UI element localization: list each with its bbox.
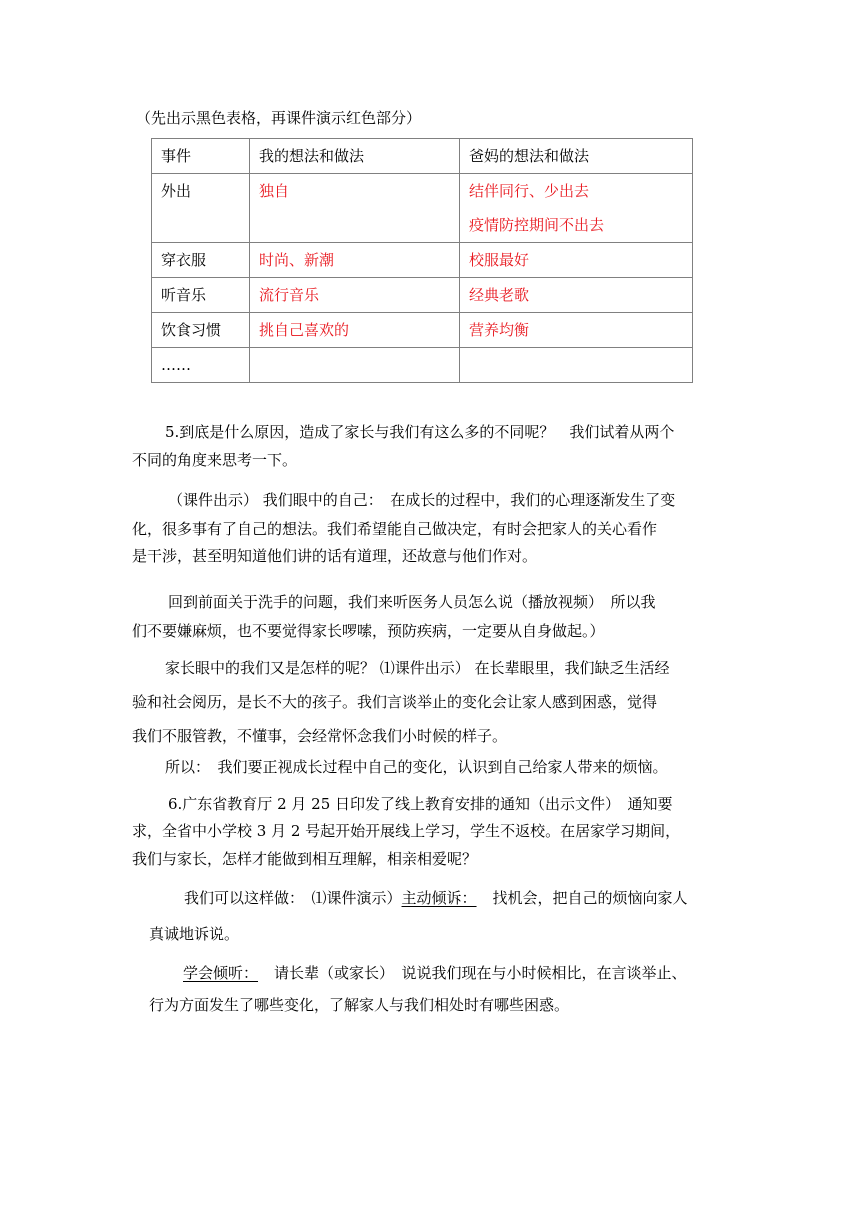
para-parents-line1: 家长眼中的我们又是怎样的呢？ ⑴课件出示） 在长辈眼里，我们缺乏生活经 [165,659,670,677]
para-so: 所以： 我们要正视成长过程中自己的变化，认识到自己给家人带来的烦恼。 [165,758,668,776]
para-listen-underlined: 学会倾听： [183,964,259,982]
para-do-prefix: 我们可以这样做： ⑴课件演示） [184,889,402,907]
para-do-line2: 真诚地诉说。 [149,925,240,943]
para5-line1: 5.到底是什么原因，造成了家长与我们有这么多的不同呢？ 我们试着从两个 [165,423,675,441]
para5-line2: 不同的角度来思考一下。 [132,451,298,469]
intro-note: （先出示黑色表格，再课件演示红色部分） [136,109,422,127]
row-parents: 校服最好 [460,243,693,278]
table-row [152,243,693,278]
para6-line2: 求，全省中小学校 3 月 2 号起开始开展线上学习，学生不返校。在居家学习期间， [132,822,681,840]
para-do-underlined: 主动倾诉： [401,889,477,907]
header-parents: 爸妈的想法和做法 [460,139,693,174]
table-row [152,348,693,383]
row-mine: 时尚、新潮 [250,243,460,278]
para-self-line1: （课件出示） 我们眼中的自己： 在成长的过程中，我们的心理逐渐发生了变 [168,491,676,509]
para-self-line2: 化，很多事有了自己的想法。我们希望能自己做决定，有时会把家人的关心看作 [132,520,658,538]
row-parents: 营养均衡 [460,313,693,348]
para-self-line3: 是干涉，甚至明知道他们讲的话有道理，还故意与他们作对。 [132,547,538,565]
row-event: …… [152,348,250,383]
row-parents [460,174,693,243]
row-parents-line1: 结伴同行、少出去 [469,182,590,200]
row-mine: 流行音乐 [250,278,460,313]
para-wash-line1: 回到前面关于洗手的问题，我们来听医务人员怎么说（播放视频） 所以我 [168,593,656,611]
para-parents-line2: 验和社会阅历，是长不大的孩子。我们言谈举止的变化会让家人感到困惑，觉得 [132,693,658,711]
row-parents [460,348,693,383]
row-parents: 经典老歌 [460,278,693,313]
para-do-suffix: 找机会，把自己的烦恼向家人 [492,889,688,907]
header-event: 事件 [152,139,250,174]
table-row [152,174,693,243]
para-do-line1 [184,887,688,909]
table-row [152,278,693,313]
row-event: 外出 [152,174,250,243]
row-event: 穿衣服 [152,243,250,278]
para6-line1: 6.广东省教育厅 2 月 25 日印发了线上教育安排的通知（出示文件） 通知要 [168,795,673,813]
comparison-table [151,138,693,383]
row-event: 听音乐 [152,278,250,313]
table-row [152,313,693,348]
header-mine: 我的想法和做法 [250,139,460,174]
para-listen-line2: 行为方面发生了哪些变化，了解家人与我们相处时有哪些困惑。 [149,996,570,1014]
row-mine: 挑自己喜欢的 [250,313,460,348]
row-mine [250,348,460,383]
table-header-row [152,139,693,174]
para-parents-line3: 我们不服管教，不懂事，会经常怀念我们小时候的样子。 [132,727,508,745]
row-parents-line2: 疫情防控期间不出去 [469,216,605,234]
para6-line3: 我们与家长，怎样才能做到相互理解，相亲相爱呢？ [132,850,478,868]
para-listen-line1 [183,962,687,984]
para-listen-suffix: 请长辈（或家长） 说说我们现在与小时候相比，在言谈举止、 [274,964,687,982]
row-event: 饮食习惯 [152,313,250,348]
row-mine: 独自 [250,174,460,243]
para-wash-line2: 们不要嫌麻烦，也不要觉得家长啰嗦，预防疾病，一定要从自身做起。） [132,622,605,640]
